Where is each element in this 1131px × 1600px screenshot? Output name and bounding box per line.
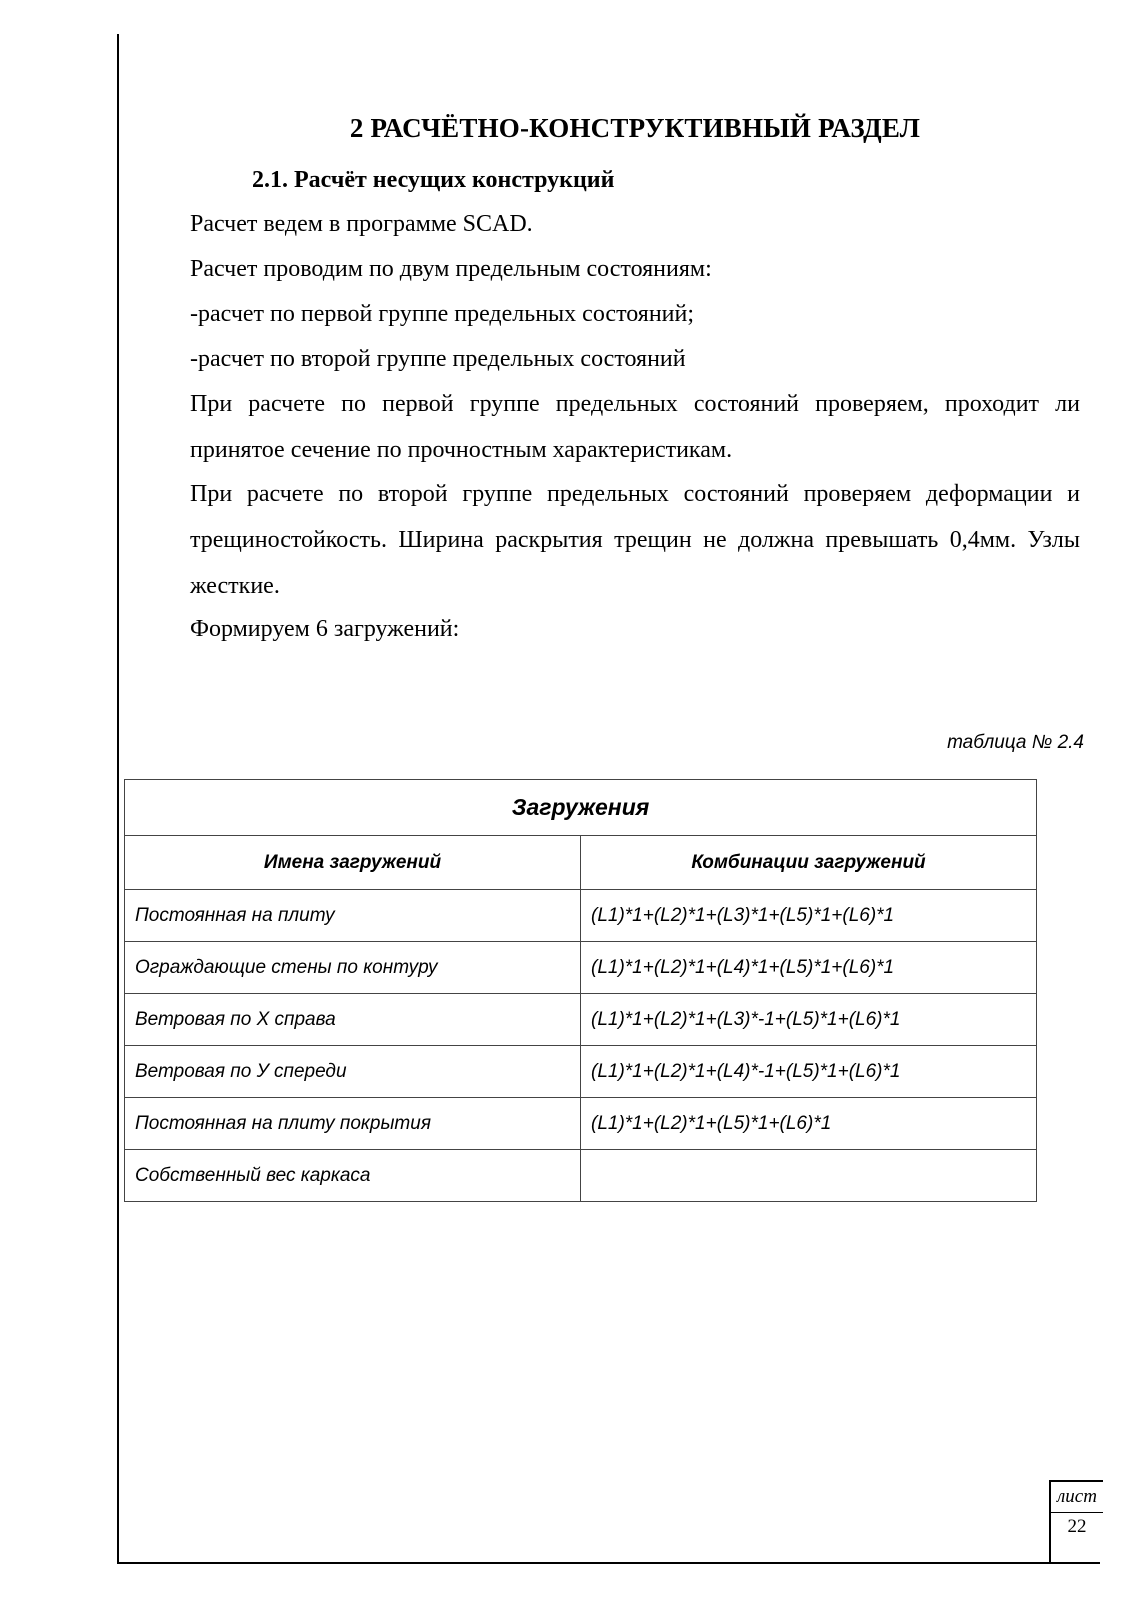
table-row: [125, 942, 1037, 994]
chapter-title: 2 РАСЧЁТНО-КОНСТРУКТИВНЫЙ РАЗДЕЛ: [349, 113, 921, 143]
table-row: [125, 890, 1037, 942]
table-row: [125, 1046, 1037, 1098]
load-name: Собственный вес каркаса: [125, 1150, 581, 1202]
table-caption: таблица № 2.4: [947, 732, 1084, 753]
table-header-row: [125, 836, 1037, 890]
paragraph-limit-states: Расчет проводим по двум предельным состояниям:: [190, 256, 712, 282]
column-header-names: Имена загружений: [125, 836, 581, 890]
table-row: [125, 1150, 1037, 1202]
paragraph-first-group-check: При расчете по первой группе предельных состояний проверяем, проходит ли принятое сечение по прочностным характеристикам.: [190, 391, 1080, 463]
table-title-row: [125, 780, 1037, 836]
load-combination: (L1)*1+(L2)*1+(L4)*1+(L5)*1+(L6)*1: [581, 942, 1037, 994]
load-combination: (L1)*1+(L2)*1+(L3)*1+(L5)*1+(L6)*1: [581, 890, 1037, 942]
table-row: [125, 1098, 1037, 1150]
column-header-combinations: Комбинации загружений: [581, 836, 1037, 890]
load-combination: [581, 1150, 1037, 1202]
loads-table: [124, 779, 1037, 1202]
load-name: Ветровая по Х справа: [125, 994, 581, 1046]
list-item-second-group: -расчет по второй группе предельных состояний: [190, 346, 686, 372]
load-name: Постоянная на плиту: [125, 890, 581, 942]
page-frame-left: [117, 34, 119, 1564]
list-item-first-group: -расчет по первой группе предельных состояний;: [190, 301, 695, 327]
sheet-label: лист: [1051, 1482, 1103, 1513]
paragraph-program: Расчет ведем в программе SCAD.: [190, 211, 533, 237]
load-name: Постоянная на плиту покрытия: [125, 1098, 581, 1150]
paragraph-second-group-check: При расчете по второй группе предельных состояний проверяем деформации и трещиностойкость. Ширина раскрытия трещин не должна превышать 0,4мм. Узлы жесткие.: [190, 481, 1080, 599]
load-name: Ветровая по У спереди: [125, 1046, 581, 1098]
load-combination: (L1)*1+(L2)*1+(L3)*-1+(L5)*1+(L6)*1: [581, 994, 1037, 1046]
sheet-number: 22: [1067, 1516, 1087, 1537]
paragraph-loads-intro: Формируем 6 загружений:: [190, 616, 460, 642]
page-frame-bottom: [117, 1562, 1100, 1564]
load-combination: (L1)*1+(L2)*1+(L5)*1+(L6)*1: [581, 1098, 1037, 1150]
load-combination: (L1)*1+(L2)*1+(L4)*-1+(L5)*1+(L6)*1: [581, 1046, 1037, 1098]
load-name: Ограждающие стены по контуру: [125, 942, 581, 994]
section-title: 2.1. Расчёт несущих конструкций: [252, 167, 615, 193]
table-title: Загружения: [125, 780, 1037, 836]
table-row: [125, 994, 1037, 1046]
sheet-stamp: [1049, 1480, 1103, 1564]
